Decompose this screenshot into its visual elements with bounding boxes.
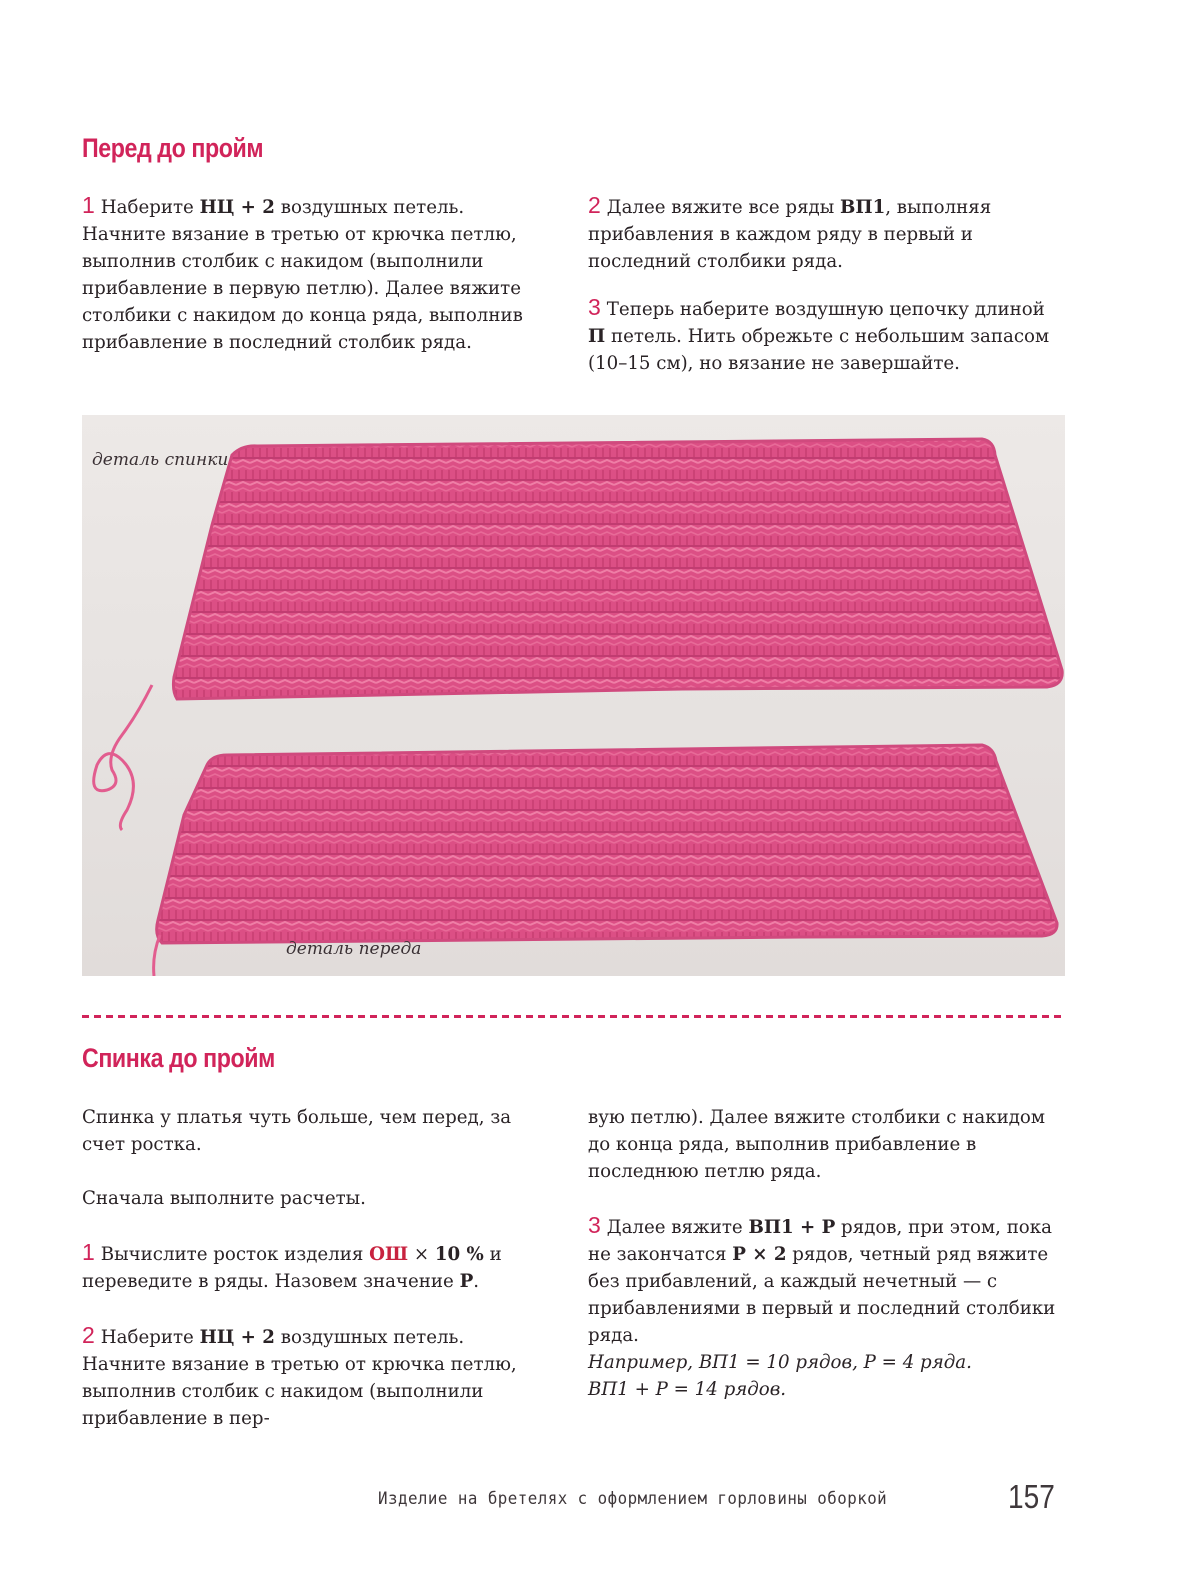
step-text: , выполняя прибавления в каждом ряду в первый и последний столбики ряда. (588, 197, 992, 272)
front-left-column (82, 192, 540, 356)
step-text: рядов, четный ряд вяжите без прибавлений, а каждый нечетный — с прибавлениями в первый и последний столбики ряда. (588, 1244, 1056, 1346)
footer-chapter-title: Изделие на бретелях с оформлением горловины оборкой (378, 1489, 888, 1509)
back-step-3 (588, 1212, 1063, 1349)
back-intro-1: Спинка у платья чуть больше, чем перед, за счет ростка. (82, 1107, 512, 1155)
back-example-2: ВП1 + Р = 14 рядов. (588, 1379, 787, 1400)
dashed-divider (82, 1015, 1065, 1018)
step-text: воздушных петель. Начните вязание в третью от крючка петлю, выполнив столбик с накидом (выполнили прибавление в первую петлю). Далее вяжите столбики с накидом до конца ряда, выполнив прибавление в последний столбик ряда. (82, 197, 523, 353)
front-piece (157, 745, 1057, 943)
front-step-2 (588, 192, 1058, 275)
step-bold-term: ВП1 + Р (748, 1217, 836, 1238)
step-text: и переведите в ряды. Назовем значение (82, 1244, 502, 1292)
step-text: × (408, 1244, 435, 1265)
back-step-2-continued: вую петлю). Далее вяжите столбики с накидом до конца ряда, выполнив прибавление в последнюю петлю ряда. (588, 1107, 1046, 1182)
step-number: 2 (82, 1322, 95, 1348)
back-left-column (82, 1104, 552, 1432)
section-heading-front: Перед до пройм (82, 133, 264, 163)
step-number: 2 (588, 192, 601, 218)
step-text: рядов, при этом, пока не закончатся (588, 1217, 1052, 1265)
page-number: 157 (1008, 1478, 1055, 1515)
step-text: петель. Нить обрежьте с небольшим запасом (10–15 см), но вязание не завершайте. (588, 326, 1050, 374)
step-text: Наберите (100, 197, 200, 218)
step-bold-term: Р × 2 (732, 1244, 787, 1265)
step-text: Вычислите росток изделия (100, 1244, 370, 1265)
step-text: воздушных петель. Начните вязание в третью от крючка петлю, выполнив столбик с накидом (выполнили прибавление в пер- (82, 1327, 517, 1429)
step-bold-term: 10 % (434, 1244, 484, 1265)
step-text: Далее вяжите (606, 1217, 749, 1238)
step-number: 1 (82, 192, 95, 218)
step-number: 3 (588, 294, 601, 320)
step-bold-term: НЦ + 2 (199, 1327, 275, 1348)
step-bold-term: ВП1 (840, 197, 886, 218)
back-step-2 (82, 1322, 552, 1432)
front-step-1 (82, 192, 540, 356)
step-bold-term: Р (459, 1271, 474, 1292)
back-right-column (588, 1104, 1063, 1403)
step-number: 3 (588, 1212, 601, 1238)
back-example-1: Например, ВП1 = 10 рядов, Р = 4 ряда. (588, 1352, 972, 1373)
front-right-column (588, 192, 1058, 377)
section-heading-back: Спинка до пройм (82, 1043, 275, 1073)
step-bold-term: П (588, 326, 606, 347)
caption-front-piece: деталь переда (286, 939, 422, 959)
back-intro-2: Сначала выполните расчеты. (82, 1188, 366, 1209)
step-number: 1 (82, 1239, 95, 1265)
front-step-3 (588, 294, 1058, 377)
back-step-1 (82, 1239, 552, 1295)
yarn-tail (94, 685, 152, 830)
crochet-photo (82, 415, 1065, 976)
step-text: . (473, 1271, 480, 1292)
step-text: Теперь наберите воздушную цепочку длиной (606, 299, 1045, 320)
crochet-pieces-illustration (82, 415, 1065, 976)
step-text: Наберите (100, 1327, 200, 1348)
step-bold-term: НЦ + 2 (199, 197, 275, 218)
step-highlight-term: ОШ (369, 1244, 409, 1265)
caption-back-piece: деталь спинки (92, 450, 229, 470)
step-text: Далее вяжите все ряды (606, 197, 841, 218)
back-piece (173, 439, 1062, 699)
yarn-tail-front (154, 935, 160, 976)
